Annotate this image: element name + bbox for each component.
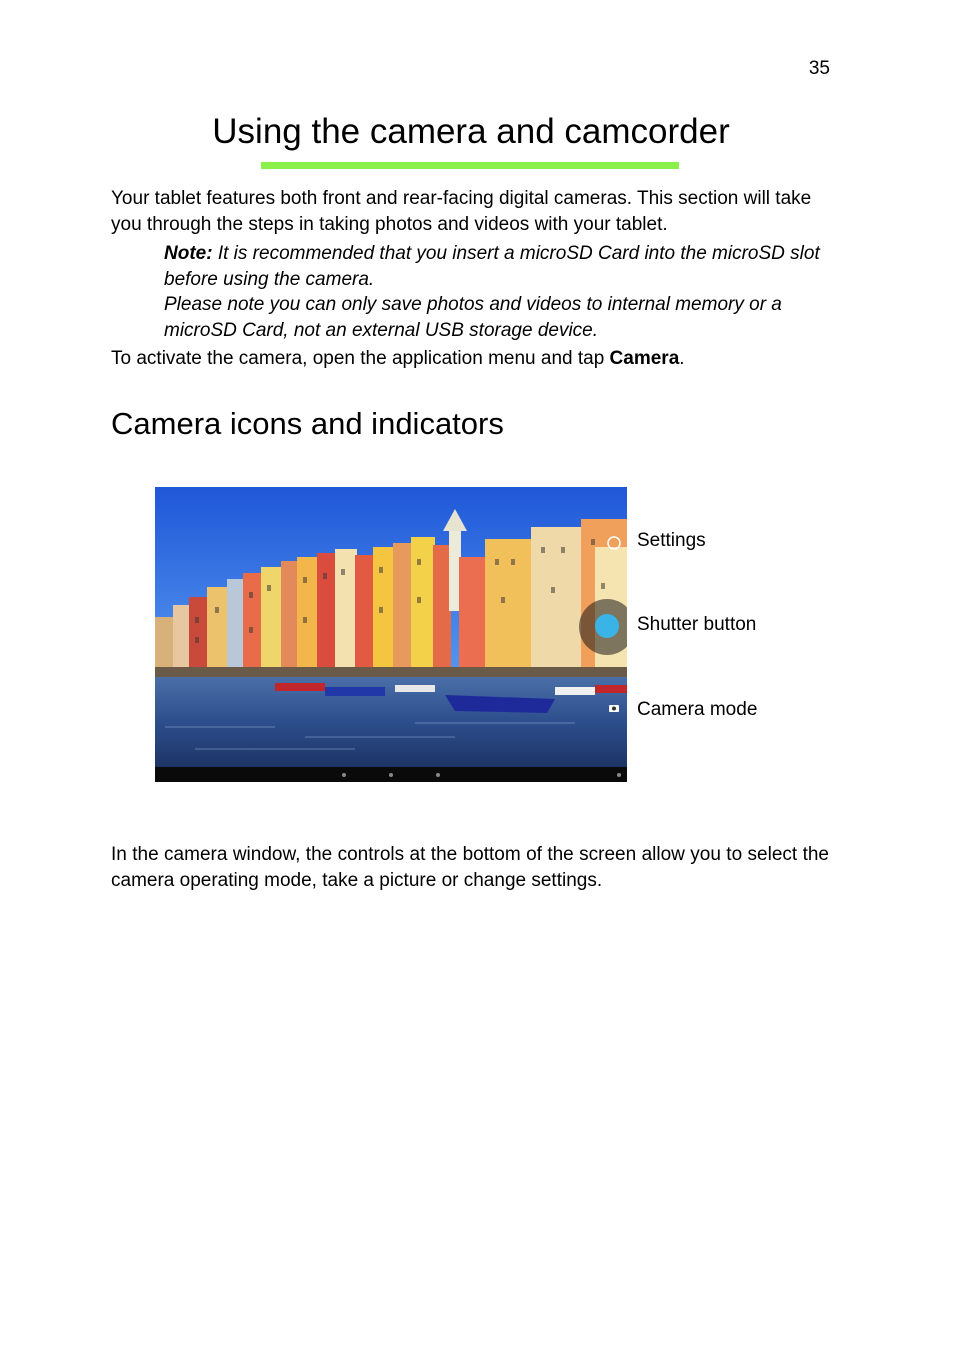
- intro-paragraph: Your tablet features both front and rear-facing digital cameras. This section will take you through the steps in taking photos and videos with your tablet.: [111, 188, 812, 235]
- closing-paragraph: In the camera window, the controls at the bottom of the screen allow you to select the camera operating mode, take a picture or change settings.: [111, 844, 829, 891]
- camera-mode-icon[interactable]: [609, 705, 619, 712]
- nav-dot-icon[interactable]: [617, 773, 621, 777]
- page-title: Using the camera and camcorder: [212, 112, 730, 151]
- note-label: Note:: [164, 243, 213, 264]
- activate-end: .: [679, 348, 685, 369]
- camera-mode-callout: Camera mode: [637, 699, 758, 720]
- note-text-1: It is recommended that you insert a microSD Card into the microSD slot before using the camera.: [164, 243, 820, 290]
- nav-dot-icon[interactable]: [436, 773, 440, 777]
- nav-dot-icon[interactable]: [389, 773, 393, 777]
- activate-camera-bold: Camera: [609, 348, 680, 369]
- settings-callout: Settings: [637, 530, 706, 551]
- nav-dot-icon[interactable]: [342, 773, 346, 777]
- camera-screenshot: [155, 487, 627, 782]
- note-block: [164, 241, 832, 343]
- activate-text: To activate the camera, open the application menu and tap: [111, 348, 610, 369]
- note-text-2: Please note you can only save photos and videos to internal memory or a microSD Card, not an external USB storage device.: [164, 294, 782, 341]
- section-title: Camera icons and indicators: [111, 406, 504, 441]
- title-underline: [261, 162, 679, 169]
- shutter-button-icon[interactable]: [595, 614, 619, 638]
- page-number: 35: [808, 58, 830, 79]
- shutter-callout: Shutter button: [637, 614, 757, 635]
- activate-paragraph: [111, 346, 831, 372]
- note-line-1: [164, 241, 832, 292]
